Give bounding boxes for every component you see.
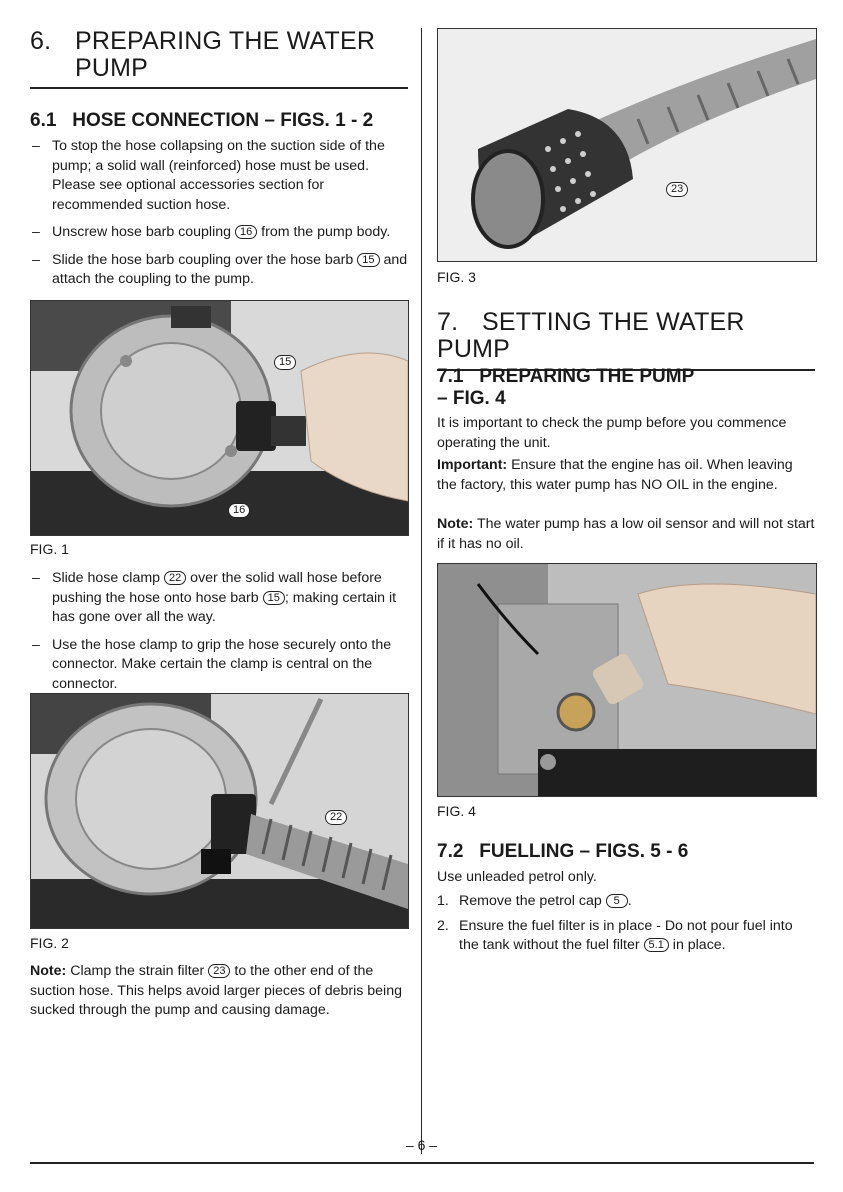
section-number: 6. <box>30 27 52 55</box>
list-item: – Slide hose clamp 22 over the solid wall hose before pushing the hose onto hose barb 15 ; making certain it has gone over all the way. <box>32 570 397 625</box>
strain-filter-illustration <box>438 29 816 261</box>
page-number: – 6 – <box>405 1137 438 1153</box>
fig-1-image <box>30 300 409 536</box>
intro-paragraph: It is important to check the pump before you commence operating the unit. <box>437 415 787 451</box>
column-divider <box>421 28 422 1154</box>
note-paragraph: Note: The water pump has a low oil sensor and will not start if it has no oil. <box>437 516 815 552</box>
fig-3-caption: FIG. 3 <box>437 269 476 285</box>
section-7-2-heading: 7.2 FUELLING – FIGS. 5 - 6 <box>437 841 689 862</box>
fuel-intro: Use unleaded petrol only. <box>437 869 597 885</box>
strain-filter-note: Note: Clamp the strain filter 23 to the other end of the suction hose. This helps avoid larger pieces of debris being sucked through the pump and causing damage. <box>30 963 402 1018</box>
fig-4-caption: FIG. 4 <box>437 803 476 819</box>
list-item: – To stop the hose collapsing on the suction side of the pump; a solid wall (reinforced) hose must be used. Please see optional accessories section for recommended suction hose. <box>32 138 385 213</box>
section-number: 7. <box>437 308 459 336</box>
callout-badge: 15 <box>263 591 285 605</box>
callout-badge: 15 <box>357 253 379 267</box>
fig-1-callout-15: 15 <box>274 355 296 370</box>
section-title-line2: PUMP <box>75 54 149 82</box>
section-title-line1: PREPARING THE WATER <box>75 27 376 55</box>
fig-3-callout-23: 23 <box>666 182 688 197</box>
list-item: – Slide the hose barb coupling over the hose barb 15 and attach the coupling to the pump. <box>32 251 408 287</box>
section-title: SETTING THE WATER PUMP <box>437 308 745 363</box>
oil-check-illustration <box>438 564 816 796</box>
callout-badge: 22 <box>164 571 186 585</box>
section-7-1-heading: 7.1 PREPARING THE PUMP – FIG. 4 <box>437 366 695 409</box>
pump-hose-barb-illustration <box>31 301 408 535</box>
hose-clamp-list <box>30 569 408 702</box>
callout-badge: 23 <box>208 964 230 978</box>
hose-connection-list <box>30 137 408 298</box>
fig-3-image <box>437 28 817 262</box>
list-item: – Unscrew hose barb coupling 16 from the pump body. <box>32 224 391 240</box>
fig-4-image <box>437 563 817 797</box>
footer-rule <box>30 1162 814 1164</box>
important-paragraph: Important: Ensure that the engine has oil. When leaving the factory, this water pump has NO OIL in the engine. <box>437 457 793 493</box>
fig-1-caption: FIG. 1 <box>30 541 69 557</box>
fig-2-image <box>30 693 409 929</box>
fig-1-callout-16: 16 <box>228 503 250 518</box>
fig-2-caption: FIG. 2 <box>30 935 69 951</box>
list-item: – Use the hose clamp to grip the hose securely onto the connector. Make certain the clamp is central on the connector. <box>32 636 392 692</box>
callout-badge: 5.1 <box>644 938 669 952</box>
list-item: 1. Remove the petrol cap 5 . <box>437 893 632 909</box>
fig-2-callout-22: 22 <box>325 810 347 825</box>
callout-badge: 5 <box>606 894 628 908</box>
pump-hose-clamp-illustration <box>31 694 408 928</box>
list-item: 2. Ensure the fuel filter is in place - Do not pour fuel into the tank without the fuel filter 5.1 in place. <box>437 917 793 953</box>
callout-badge: 16 <box>235 225 257 239</box>
section-6-1-heading: 6.1 HOSE CONNECTION – FIGS. 1 - 2 <box>30 110 374 131</box>
fuelling-steps <box>437 892 815 961</box>
section-7-heading <box>437 309 815 371</box>
section-6-heading <box>30 28 408 89</box>
heading-rule <box>30 87 408 89</box>
